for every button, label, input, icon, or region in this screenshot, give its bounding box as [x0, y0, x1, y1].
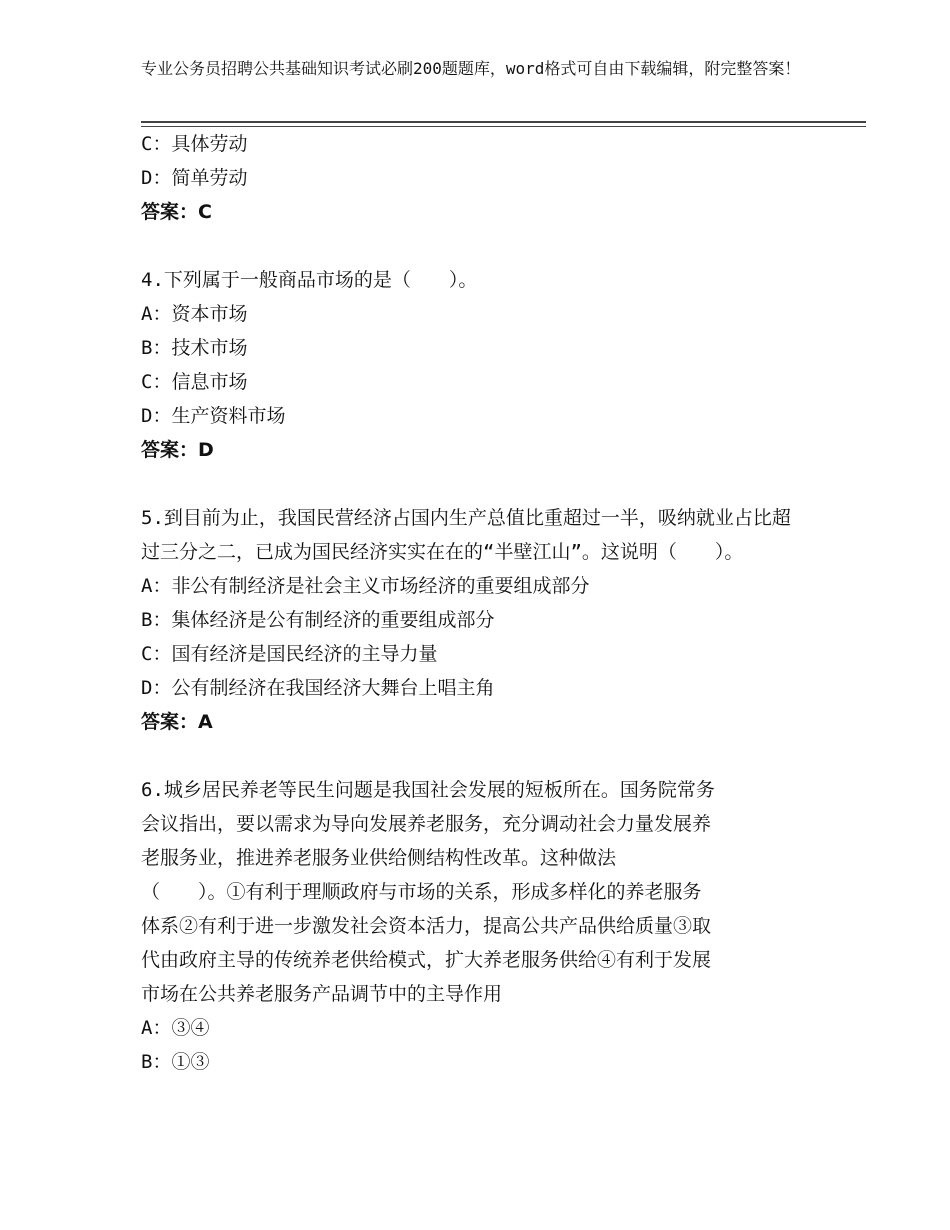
option-d: D：简单劳动	[141, 167, 248, 189]
question-3-fragment	[141, 127, 801, 229]
answer-label: 答案：D	[141, 439, 214, 461]
option-a: A：资本市场	[141, 303, 248, 325]
option-b: B：集体经济是公有制经济的重要组成部分	[141, 609, 495, 631]
option-d: D：生产资料市场	[141, 405, 286, 427]
option-c: C：国有经济是国民经济的主导力量	[141, 643, 438, 665]
option-a: A：③④	[141, 1017, 210, 1039]
question-text-line: （ ）。①有利于理顺政府与市场的关系，形成多样化的养老服务	[141, 881, 702, 903]
question-text-line: 6.城乡居民养老等民生问题是我国社会发展的短板所在。国务院常务	[141, 779, 715, 801]
question-6	[141, 773, 801, 1079]
option-b: B：①③	[141, 1051, 210, 1073]
question-4	[141, 263, 801, 467]
question-text-line: 老服务业，推进养老服务业供给侧结构性改革。这种做法	[141, 847, 617, 869]
header-rule-thick	[141, 121, 866, 123]
question-text-line: 体系②有利于进一步激发社会资本活力，提高公共产品供给质量③取	[141, 915, 712, 937]
question-text-line: 代由政府主导的传统养老供给模式，扩大养老服务供给④有利于发展	[141, 949, 712, 971]
option-c: C：具体劳动	[141, 133, 248, 155]
question-text-line: 市场在公共养老服务产品调节中的主导作用	[141, 983, 503, 1005]
answer-label: 答案：A	[141, 711, 213, 733]
document-body	[141, 127, 801, 1079]
option-d: D：公有制经济在我国经济大舞台上唱主角	[141, 677, 495, 699]
option-b: B：技术市场	[141, 337, 248, 359]
question-5	[141, 501, 801, 739]
question-text-line: 会议指出，要以需求为导向发展养老服务，充分调动社会力量发展养	[141, 813, 712, 835]
answer-label: 答案：C	[141, 201, 212, 223]
document-header	[141, 58, 841, 80]
question-text: 5.到目前为止，我国民营经济占国内生产总值比重超过一半，吸纳就业占比超过三分之二，已成为国民经济实实在在的“半壁江山”。这说明（ ）。	[141, 507, 791, 563]
question-text: 4.下列属于一般商品市场的是（ ）。	[141, 269, 478, 291]
option-a: A：非公有制经济是社会主义市场经济的重要组成部分	[141, 575, 590, 597]
header-text: 专业公务员招聘公共基础知识考试必刷200题题库，word格式可自由下载编辑，附完整答案！	[141, 59, 801, 78]
option-c: C：信息市场	[141, 371, 248, 393]
